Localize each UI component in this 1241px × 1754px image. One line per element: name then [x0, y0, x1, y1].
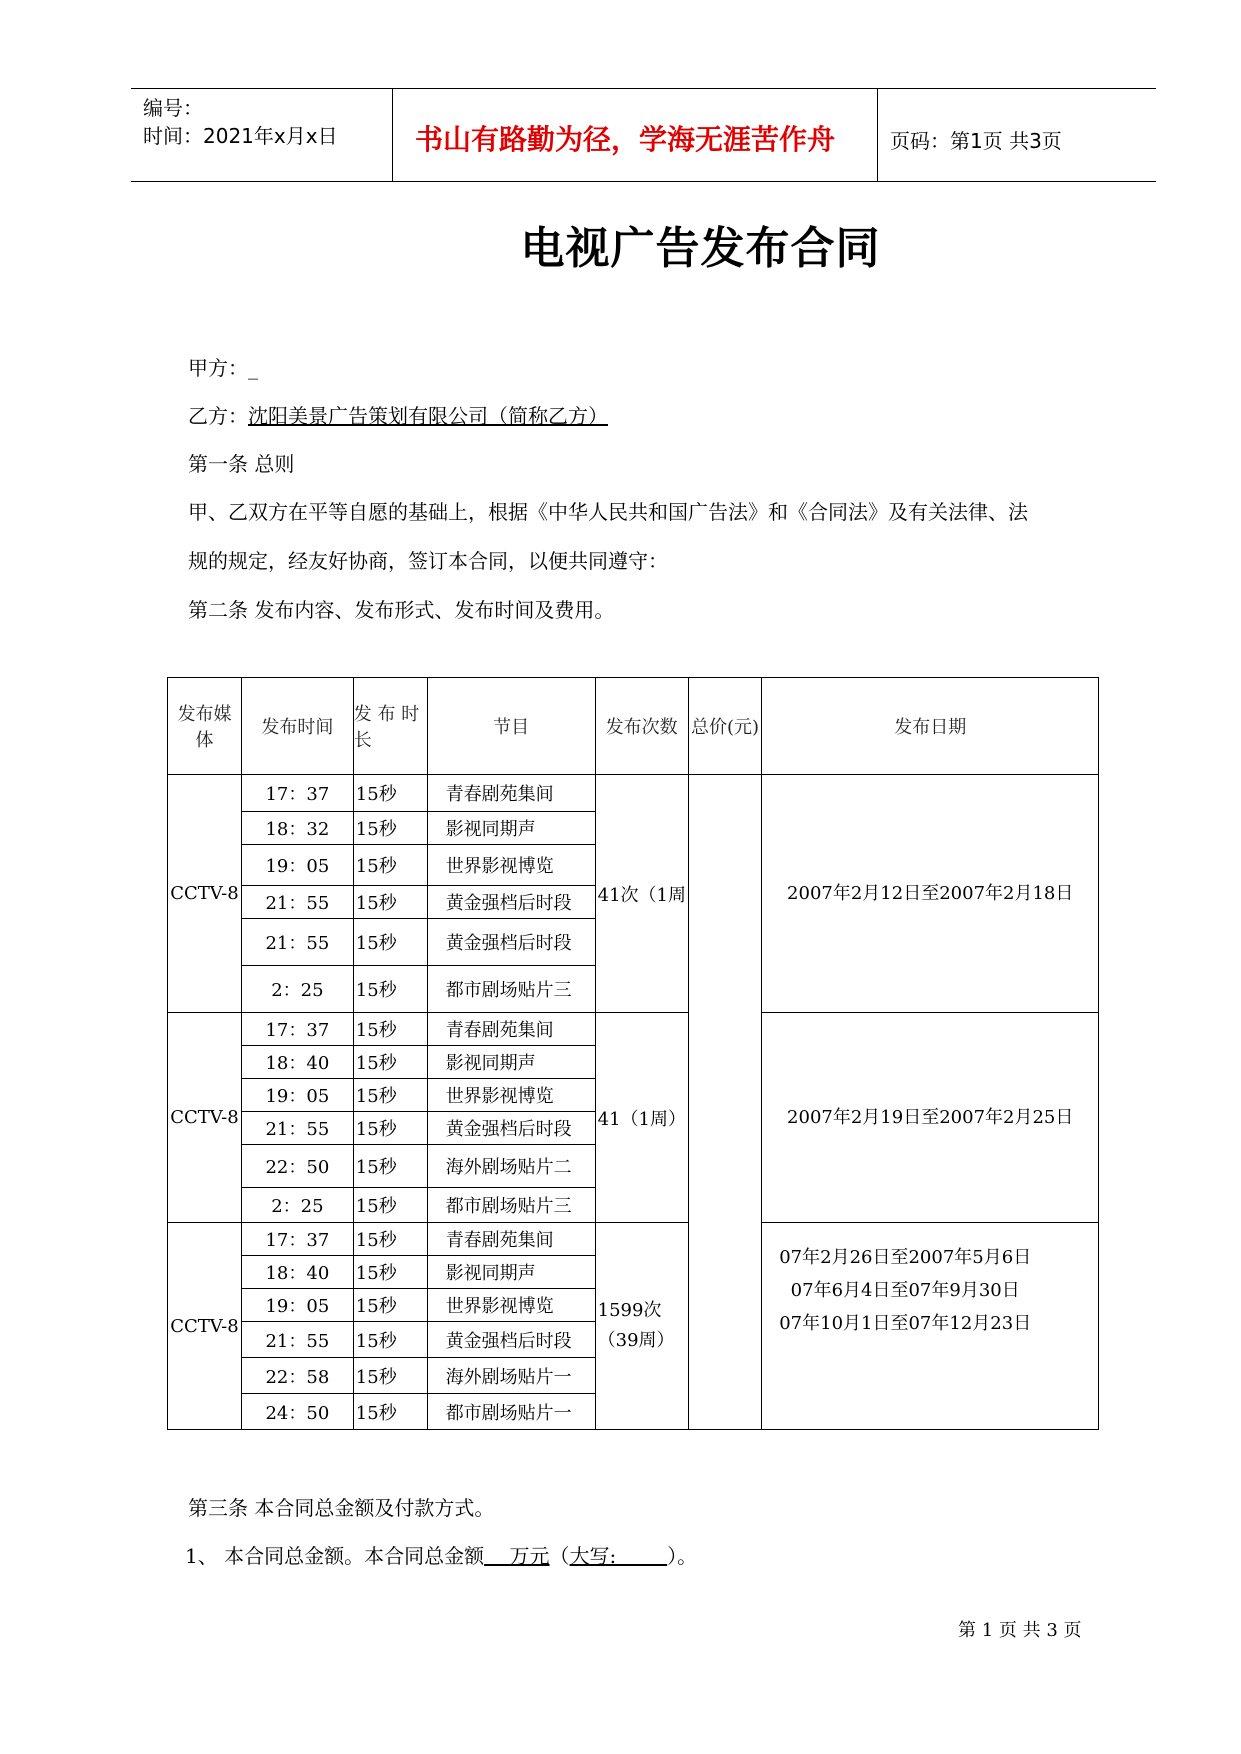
total-price-cell — [688, 775, 762, 1430]
time-cell: 19：05 — [241, 845, 353, 886]
paren-close: ）。 — [667, 1544, 698, 1568]
program-cell: 青春剧苑集间 — [427, 1013, 595, 1046]
header-page-label: 页码：第1页 共3页 — [890, 129, 1062, 153]
time-cell: 17：37 — [241, 775, 353, 812]
duration-cell: 15秒 — [353, 966, 427, 1013]
duration-cell: 15秒 — [353, 1256, 427, 1289]
header-bottom-rule — [131, 181, 1156, 182]
time-cell: 18：32 — [241, 812, 353, 845]
header-motto: 书山有路勤为径，学海无涯苦作舟 — [415, 123, 836, 156]
paren-open: （ — [549, 1544, 570, 1568]
program-cell: 都市剧场贴片三 — [427, 966, 595, 1013]
media-cell: CCTV-8 — [168, 1013, 242, 1223]
media-cell: CCTV-8 — [168, 775, 242, 1013]
program-cell: 影视同期声 — [427, 1046, 595, 1079]
time-cell: 18：40 — [241, 1256, 353, 1289]
header-top-rule — [131, 88, 1156, 89]
amount-daxie-blank: 大写: — [569, 1544, 668, 1568]
header-total: 总价(元) — [688, 678, 762, 775]
dates-cell: 2007年2月12日至2007年2月18日 — [762, 775, 1099, 1013]
time-cell: 17：37 — [241, 1013, 353, 1046]
time-cell: 21：55 — [241, 1112, 353, 1145]
time-cell: 2：25 — [241, 966, 353, 1013]
time-cell: 21：55 — [241, 886, 353, 919]
header-media: 发布媒体 — [168, 678, 242, 775]
article3-item1 — [185, 1540, 697, 1569]
program-cell: 黄金强档后时段 — [427, 1112, 595, 1145]
page-footer: 第 1 页 共 3 页 — [958, 1620, 1082, 1641]
header-count: 发布次数 — [595, 678, 688, 775]
program-cell: 世界影视博览 — [427, 845, 595, 886]
dates-cell: 07年2月26日至2007年5月6日 07年6月4日至07年9月30日 07年10月1日至07年12月23日 — [762, 1223, 1099, 1430]
duration-cell: 15秒 — [353, 1046, 427, 1079]
header-program: 节目 — [427, 678, 595, 775]
time-cell: 17：37 — [241, 1223, 353, 1256]
duration-cell: 15秒 — [353, 1112, 427, 1145]
duration-cell: 15秒 — [353, 1322, 427, 1358]
duration-cell: 15秒 — [353, 845, 427, 886]
program-cell: 都市剧场贴片一 — [427, 1394, 595, 1430]
program-cell: 都市剧场贴片三 — [427, 1188, 595, 1223]
program-cell: 影视同期声 — [427, 1256, 595, 1289]
program-cell: 黄金强档后时段 — [427, 919, 595, 966]
article1-line1: 甲、乙双方在平等自愿的基础上，根据《中华人民共和国广告法》和《合同法》及有关法律、法 — [188, 500, 1028, 524]
time-cell: 19：05 — [241, 1289, 353, 1322]
time-cell: 2：25 — [241, 1188, 353, 1223]
time-cell: 21：55 — [241, 1322, 353, 1358]
header-divider-left — [392, 88, 393, 181]
count-cell: 41次（1周 — [595, 775, 688, 1013]
duration-cell: 15秒 — [353, 1394, 427, 1430]
media-cell: CCTV-8 — [168, 1223, 242, 1430]
article2-title: 第二条 发布内容、发布形式、发布时间及费用。 — [188, 598, 615, 622]
time-cell: 21：55 — [241, 919, 353, 966]
time-cell: 19：05 — [241, 1079, 353, 1112]
party-b-name: 沈阳美景广告策划有限公司（简称乙方） — [248, 404, 608, 428]
time-cell: 22：50 — [241, 1145, 353, 1188]
program-cell: 世界影视博览 — [427, 1079, 595, 1112]
document-title: 电视广告发布合同 — [520, 223, 881, 274]
amount-unit: 万元 — [509, 1544, 550, 1568]
duration-cell: 15秒 — [353, 1079, 427, 1112]
party-b-prefix: 乙方： — [188, 404, 248, 428]
amount-blank — [484, 1544, 509, 1568]
program-cell: 影视同期声 — [427, 812, 595, 845]
table-row — [168, 1013, 1099, 1046]
program-cell: 黄金强档后时段 — [427, 886, 595, 919]
program-cell: 海外剧场贴片一 — [427, 1358, 595, 1394]
time-cell: 18：40 — [241, 1046, 353, 1079]
table-header-row — [168, 678, 1099, 775]
time-cell: 24：50 — [241, 1394, 353, 1430]
party-b-line — [188, 400, 608, 429]
duration-cell: 15秒 — [353, 1289, 427, 1322]
header-time-label: 时间：2021年x月x日 — [143, 124, 338, 148]
duration-cell: 15秒 — [353, 775, 427, 812]
item1-prefix: 1、 本合同总金额。本合同总金额 — [185, 1544, 485, 1568]
program-cell: 海外剧场贴片二 — [427, 1145, 595, 1188]
duration-cell: 15秒 — [353, 886, 427, 919]
article1-line2: 规的规定，经友好协商，签订本合同，以便共同遵守： — [188, 549, 668, 573]
duration-cell: 15秒 — [353, 1223, 427, 1256]
program-cell: 黄金强档后时段 — [427, 1322, 595, 1358]
header-duration: 发 布 时长 — [353, 678, 427, 775]
program-cell: 青春剧苑集间 — [427, 775, 595, 812]
count-cell: 1599次（39周） — [595, 1223, 688, 1430]
article3-title: 第三条 本合同总金额及付款方式。 — [188, 1496, 495, 1520]
dates-cell: 2007年2月19日至2007年2月25日 — [762, 1013, 1099, 1223]
program-cell: 青春剧苑集间 — [427, 1223, 595, 1256]
article1-title: 第一条 总则 — [188, 452, 295, 476]
duration-cell: 15秒 — [353, 919, 427, 966]
table-row — [168, 1223, 1099, 1256]
duration-cell: 15秒 — [353, 1013, 427, 1046]
count-cell: 41（1周） — [595, 1013, 688, 1223]
duration-cell: 15秒 — [353, 1145, 427, 1188]
time-cell: 22：58 — [241, 1358, 353, 1394]
duration-cell: 15秒 — [353, 812, 427, 845]
program-cell: 世界影视博览 — [427, 1289, 595, 1322]
header-divider-right — [877, 88, 878, 181]
header-number-label: 编号： — [143, 96, 203, 120]
ad-schedule-table — [167, 677, 1099, 1430]
table-row — [168, 775, 1099, 812]
header-time: 发布时间 — [241, 678, 353, 775]
duration-cell: 15秒 — [353, 1188, 427, 1223]
duration-cell: 15秒 — [353, 1358, 427, 1394]
header-date: 发布日期 — [762, 678, 1099, 775]
party-a-line: 甲方：_ — [188, 356, 258, 380]
